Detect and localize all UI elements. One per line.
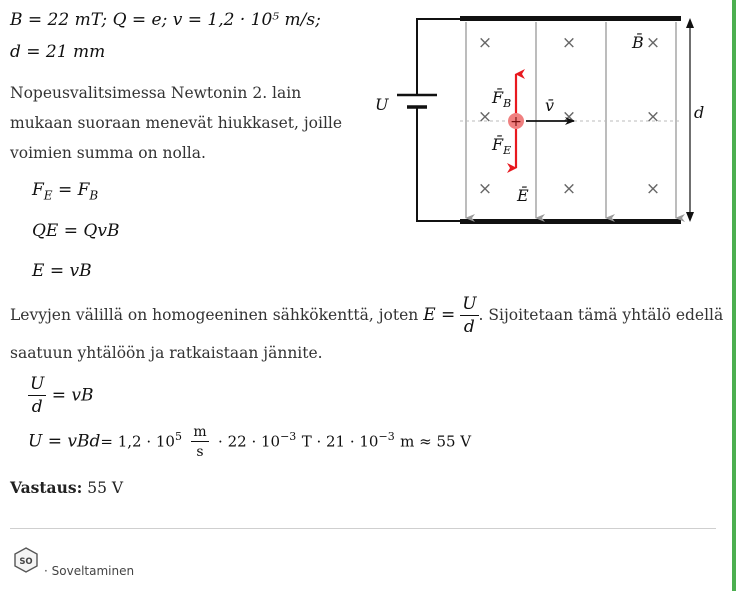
answer-line	[10, 478, 123, 497]
field-paragraph-part1: Levyjen välillä on homogeeninen sähkökenttä, joten	[10, 306, 419, 324]
cross-mark: ×	[561, 33, 577, 53]
eq5-exp2: −3	[280, 429, 297, 443]
intro-line1: Nopeusvalitsimessa Newtonin 2. lain	[10, 84, 302, 102]
magnetic-field-crosses	[478, 33, 660, 199]
distance-d-arrowhead-bottom	[686, 212, 694, 222]
eq5-part2: · 22 · 10	[218, 432, 281, 451]
unit-denominator: s	[196, 444, 204, 460]
top-plate	[460, 16, 681, 21]
field-paragraph-line2: saatuun yhtälöön ja ratkaistaan jännite.	[10, 344, 323, 362]
cross-mark: ×	[477, 107, 493, 127]
label-force-fb: $F̄_B$	[492, 88, 512, 110]
cross-mark: ×	[645, 179, 661, 199]
fraction-denominator: d	[463, 317, 475, 337]
battery-circuit	[397, 19, 462, 221]
field-paragraph	[10, 296, 723, 336]
equation-force-balance: $F_E = F_B$	[32, 180, 99, 203]
eq5-lhs: U = vBd	[28, 431, 101, 452]
equation-e-vb: E = vB	[32, 261, 92, 281]
eq5-exp3: −3	[378, 429, 395, 443]
cross-mark: ×	[477, 179, 493, 199]
e-equals: E =	[423, 305, 456, 325]
skill-tag: · Soveltaminen	[44, 564, 135, 578]
unit-numerator: m	[193, 424, 207, 440]
skill-badge-text: SO	[19, 557, 33, 567]
fraction-numerator: U	[462, 294, 477, 314]
eq5-part3: T · 21 · 10	[301, 432, 379, 451]
label-velocity-v: v̄	[545, 96, 555, 115]
cross-mark: ×	[561, 179, 577, 199]
intro-line2: mukaan suoraan menevät hiukkaset, joille	[10, 114, 343, 132]
eq5-part1: = 1,2 · 10	[100, 432, 175, 451]
label-distance-d: d	[694, 103, 705, 122]
distance-d-arrowhead-top	[686, 18, 694, 28]
fraction-u-over-d	[460, 296, 478, 336]
label-electric-field-e: Ē	[517, 186, 529, 205]
bottom-plate	[460, 219, 681, 224]
cross-mark: ×	[561, 107, 577, 127]
eq4-numerator: U	[30, 374, 45, 394]
fraction-u-d	[28, 376, 46, 416]
label-force-fe: $F̄_E$	[492, 135, 512, 157]
label-voltage-u: U	[375, 95, 389, 114]
answer-value: 55 V	[87, 479, 124, 497]
equation-voltage-calculation	[28, 425, 471, 459]
intro-line3: voimien summa on nolla.	[10, 144, 206, 162]
skill-badge-icon	[14, 547, 38, 573]
velocity-selector-diagram	[370, 10, 720, 232]
intro-paragraph	[10, 78, 342, 168]
eq4-rhs: = vB	[51, 385, 94, 406]
equation-qe-qvb: QE = QvB	[32, 221, 120, 241]
section-divider	[10, 528, 716, 529]
label-magnetic-field-b: B̄	[632, 33, 644, 52]
accent-bar	[732, 0, 736, 591]
eq5-exp1: 5	[174, 429, 182, 443]
cross-mark: ×	[645, 33, 661, 53]
eq5-part4: m ≈ 55 V	[400, 432, 472, 451]
charge-plus-sign: +	[510, 114, 522, 130]
cross-mark: ×	[645, 107, 661, 127]
answer-label: Vastaus:	[10, 478, 83, 497]
field-paragraph-part2: . Sijoitetaan tämä yhtälö edellä	[478, 306, 724, 324]
equation-u-over-d	[28, 376, 93, 416]
unit-m-per-s	[191, 425, 208, 459]
eq4-denominator: d	[31, 397, 43, 417]
given-values-line2: d = 21 mm	[10, 42, 106, 62]
cross-mark: ×	[477, 33, 493, 53]
given-values-line1: B = 22 mT; Q = e; v = 1,2 · 10⁵ m/s;	[10, 10, 321, 30]
